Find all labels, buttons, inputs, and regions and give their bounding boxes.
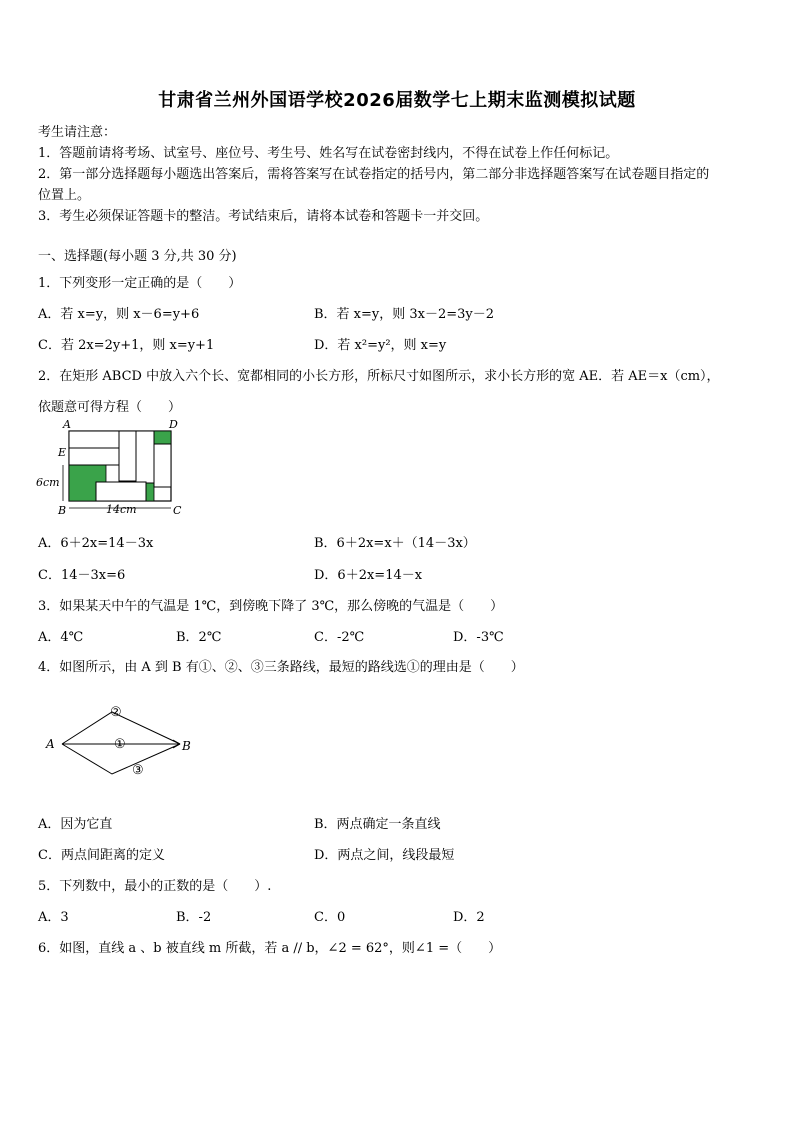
q1-option-d[interactable]: D．若 x²=y²，则 x=y	[314, 338, 447, 353]
notice-item-1: 1．答题前请将考场、试室号、座位号、考生号、姓名写在试卷密封线内，不得在试卷上作任何标记。	[38, 146, 619, 161]
q2-option-d[interactable]: D．6＋2x=14－x	[314, 568, 423, 583]
q5-option-b[interactable]: B．-2	[176, 910, 212, 925]
q5-option-c[interactable]: C．0	[314, 910, 346, 925]
q4-option-c[interactable]: C．两点间距离的定义	[38, 848, 165, 863]
routes-a-to-b-figure	[40, 700, 210, 780]
question-3-stem: 3．如果某天中午的气温是 1℃，到傍晚下降了 3℃，那么傍晚的气温是（ ）	[38, 599, 504, 614]
q5-option-d[interactable]: D．2	[453, 910, 485, 925]
q2-option-c[interactable]: C．14－3x=6	[38, 568, 126, 583]
label-d: D	[169, 418, 178, 431]
question-6-stem: 6．如图，直线 a 、b 被直线 m 所截，若 a // b，∠2 = 62°，则∠1 =（ ）	[38, 941, 502, 956]
label-width: 14cm	[106, 503, 137, 516]
point-a-label: A	[46, 737, 55, 751]
label-height: 6cm	[36, 476, 60, 489]
q4-option-b[interactable]: B．两点确定一条直线	[314, 817, 441, 832]
q2-option-b[interactable]: B．6＋2x=x＋（14－3x）	[314, 536, 476, 551]
notice-item-2-cont: 位置上。	[38, 188, 91, 203]
q1-option-a[interactable]: A．若 x=y，则 x－6=y+6	[38, 307, 200, 322]
rectangle-abcd-figure	[36, 418, 186, 518]
section-heading: 一、选择题(每小题 3 分,共 30 分)	[38, 249, 237, 264]
q3-option-c[interactable]: C．-2℃	[314, 630, 365, 645]
point-b-label: B	[182, 739, 191, 753]
q3-option-a[interactable]: A．4℃	[38, 630, 84, 645]
label-b: B	[58, 504, 67, 517]
question-2-stem-cont: 依题意可得方程（ ）	[38, 400, 182, 415]
q2-option-a[interactable]: A．6＋2x=14－3x	[38, 536, 154, 551]
q3-option-b[interactable]: B．2℃	[176, 630, 222, 645]
q3-option-d[interactable]: D．-3℃	[453, 630, 504, 645]
question-1-stem: 1．下列变形一定正确的是（ ）	[38, 276, 242, 291]
route-1-label: ①	[114, 737, 126, 752]
label-e: E	[58, 446, 67, 459]
label-c: C	[173, 504, 182, 517]
q4-option-a[interactable]: A．因为它直	[38, 817, 113, 832]
notice-heading: 考生请注意：	[38, 125, 117, 140]
page-title: 甘肃省兰州外国语学校2026届数学七上期末监测模拟试题	[158, 90, 636, 111]
notice-item-3: 3．考生必须保证答题卡的整洁。考试结束后，请将本试卷和答题卡一并交回。	[38, 209, 489, 224]
q1-option-c[interactable]: C．若 2x=2y+1，则 x=y+1	[38, 338, 215, 353]
q1-option-b[interactable]: B．若 x=y，则 3x－2=3y－2	[314, 307, 495, 322]
route-2-label: ②	[110, 705, 122, 720]
route-3-label: ③	[132, 763, 144, 778]
question-2-stem: 2．在矩形 ABCD 中放入六个长、宽都相同的小长方形，所标尺寸如图所示，求小长方形的宽 AE．若 AE＝x（cm），	[38, 369, 720, 384]
notice-item-2: 2．第一部分选择题每小题选出答案后，需将答案写在试卷指定的括号内，第二部分非选择题答案写在试卷题目指定的	[38, 167, 710, 182]
question-5-stem: 5．下列数中，最小的正数的是（ ）.	[38, 879, 272, 894]
label-a: A	[63, 418, 71, 431]
q4-option-d[interactable]: D．两点之间，线段最短	[314, 848, 455, 863]
q5-option-a[interactable]: A．3	[38, 910, 69, 925]
question-4-stem: 4．如图所示，由 A 到 B 有①、②、③三条路线，最短的路线选①的理由是（ ）	[38, 660, 524, 675]
